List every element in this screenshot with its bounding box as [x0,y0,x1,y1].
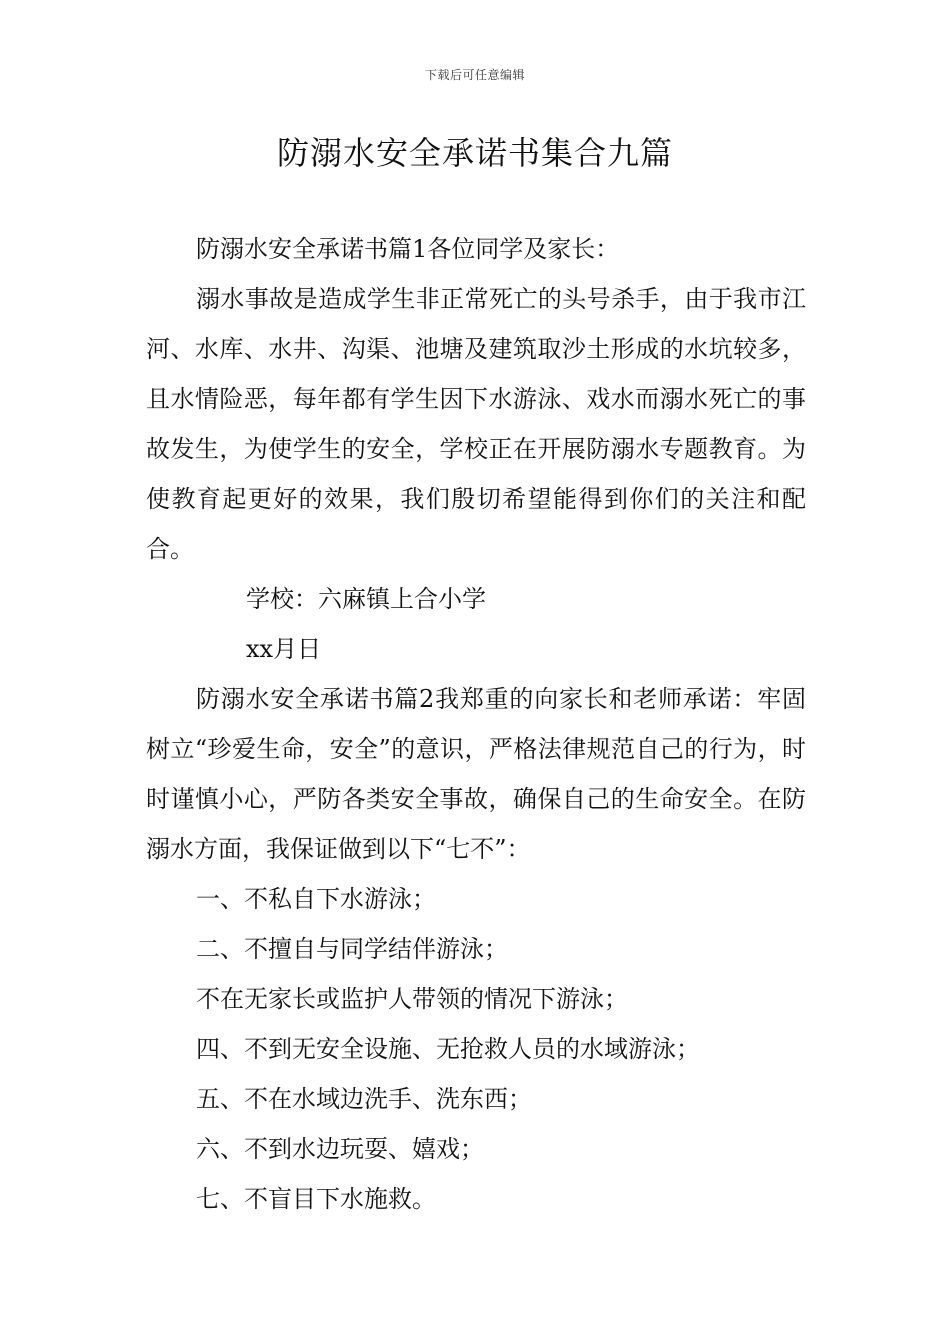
list-item: 五、不在水域边洗手、洗东西； [196,1085,532,1113]
school-signature: 学校：六麻镇上合小学 [246,585,486,613]
document-title: 防溺水安全承诺书集合九篇 [276,134,673,172]
paragraph-pledge: 防溺水安全承诺书篇2我郑重的向家长和老师承诺：牢固树立“珍爱生命，安全”的意识，严格法律规范自己的行为，时时谨慎小心，严防各类安全事故，确保自己的生命安全。在防溺水方面，我保证做到以下“七不”： [146,685,806,863]
list-item: 二、不擅自与同学结伴游泳； [196,935,508,963]
header-note: 下载后可任意编辑 [424,68,525,82]
paragraph-main: 溺水事故是造成学生非正常死亡的头号杀手，由于我市江河、水库、水井、沟渠、池塘及建筑取沙土形成的水坑较多，且水情险恶，每年都有学生因下水游泳、戏水而溺水死亡的事故发生，为使学生的安全，学校正在开展防溺水专题教育。为使教育起更好的效果，我们殷切希望能得到你们的关注和配合。 [146,285,806,563]
list-item: 六、不到水边玩耍、嬉戏； [196,1135,484,1163]
list-item: 四、不到无安全设施、无抢救人员的水域游泳； [196,1035,700,1063]
list-item: 不在无家长或监护人带领的情况下游泳； [196,985,628,1013]
paragraph-intro: 防溺水安全承诺书篇1各位同学及家长： [196,235,620,263]
date-line: xx月日 [246,635,322,663]
list-item: 一、不私自下水游泳； [196,885,436,913]
document-body [146,224,806,1224]
list-item: 七、不盲目下水施救。 [196,1185,436,1213]
